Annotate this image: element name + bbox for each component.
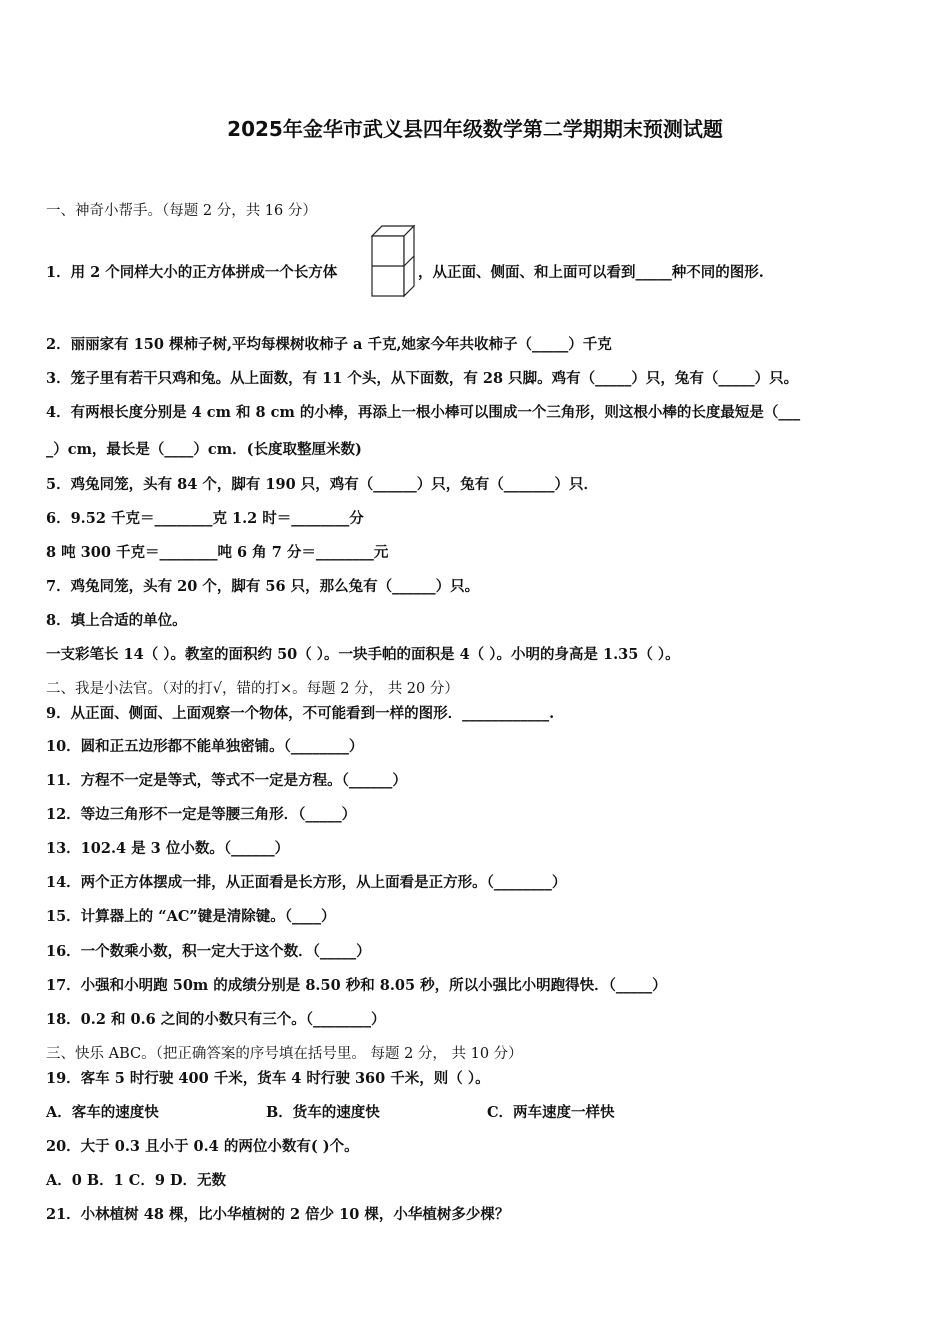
question-14: 14．两个正方体摆成一排，从正面看是长方形，从上面看是正方形。（________）	[46, 874, 567, 891]
question-5: 5．鸡兔同笼，头有 84 个，脚有 190 只，鸡有（______）只，兔有（_______）只．	[46, 476, 598, 493]
question-3: 3．笼子里有若干只鸡和兔。从上面数，有 11 个头，从下面数，有 28 只脚。鸡有（_____）只，兔有（_____）只。	[46, 370, 799, 387]
question-6-line-2: 8 吨 300 千克＝________吨 6 角 7 分＝________元	[46, 544, 389, 561]
question-4-line-2: _）cm，最长是（____）cm．(长度取整厘米数)	[46, 441, 362, 458]
question-20: 20．大于 0.3 且小于 0.4 的两位小数有( )个。	[46, 1138, 359, 1155]
question-21: 21．小林植树 48 棵，比小华植树的 2 倍少 10 棵，小华植树多少棵？	[46, 1206, 510, 1223]
section-2-heading: 二、我是小法官。（对的打√，错的打×。每题 2 分， 共 20 分）	[46, 681, 459, 697]
question-10: 10．圆和正五边形都不能单独密铺。（________）	[46, 738, 364, 755]
question-18: 18．0.2 和 0.6 之间的小数只有三个。（________）	[46, 1011, 386, 1028]
section-3-heading: 三、快乐 ABC。（把正确答案的序号填在括号里。 每题 2 分， 共 10 分）	[46, 1046, 523, 1062]
question-7: 7．鸡兔同笼，头有 20 个，脚有 56 只，那么兔有（______）只。	[46, 578, 480, 595]
question-11: 11．方程不一定是等式，等式不一定是方程。（______）	[46, 772, 407, 789]
option-b: B．货车的速度快	[266, 1104, 380, 1121]
question-1-part-b: ，从正面、侧面、和上面可以看到_____种不同的图形.	[418, 264, 764, 281]
question-1-part-a: 1．用 2 个同样大小的正方体拼成一个长方体	[46, 264, 338, 281]
question-8-items: 一支彩笔长 14（ ）。教室的面积约 50（ ）。一块手帕的面积是 4（ ）。小明的身高是 1.35（ ）。	[46, 646, 680, 663]
question-13: 13．102.4 是 3 位小数。（______）	[46, 840, 290, 857]
question-15: 15．计算器上的 “AC”键是清除键。（____）	[46, 908, 336, 925]
question-12: 12．等边三角形不一定是等腰三角形．（_____）	[46, 806, 357, 823]
question-6-line-1: 6．9.52 千克＝________克 1.2 时＝________分	[46, 510, 364, 527]
question-19-options	[46, 1103, 615, 1123]
page-title: 2025年金华市武义县四年级数学第二学期期末预测试题	[227, 117, 723, 141]
question-9: 9．从正面、侧面、上面观察一个物体，不可能看到一样的图形．____________.	[46, 705, 555, 722]
question-8: 8．填上合适的单位。	[46, 612, 187, 629]
question-20-options: A．0 B．1 C．9 D．无数	[46, 1172, 227, 1189]
section-1-heading: 一、神奇小帮手。（每题 2 分，共 16 分）	[46, 203, 317, 219]
question-16: 16．一个数乘小数，积一定大于这个数．（_____）	[46, 943, 371, 960]
option-a: A．客车的速度快	[46, 1104, 159, 1121]
question-19: 19．客车 5 时行驶 400 千米，货车 4 时行驶 360 千米，则（ ）。	[46, 1070, 490, 1087]
question-17: 17．小强和小明跑 50m 的成绩分别是 8.50 秒和 8.05 秒，所以小强比小明跑得快．（_____）	[46, 977, 667, 994]
question-2: 2．丽丽家有 150 棵柿子树,平均每棵树收柿子 a 千克,她家今年共收柿子（_____）千克	[46, 336, 612, 353]
question-4-line-1: 4．有两根长度分别是 4 cm 和 8 cm 的小棒，再添上一根小棒可以围成一个三角形，则这根小棒的长度最短是（___	[46, 404, 801, 421]
cuboid-figure	[370, 224, 416, 298]
option-c: C．两车速度一样快	[487, 1104, 615, 1121]
